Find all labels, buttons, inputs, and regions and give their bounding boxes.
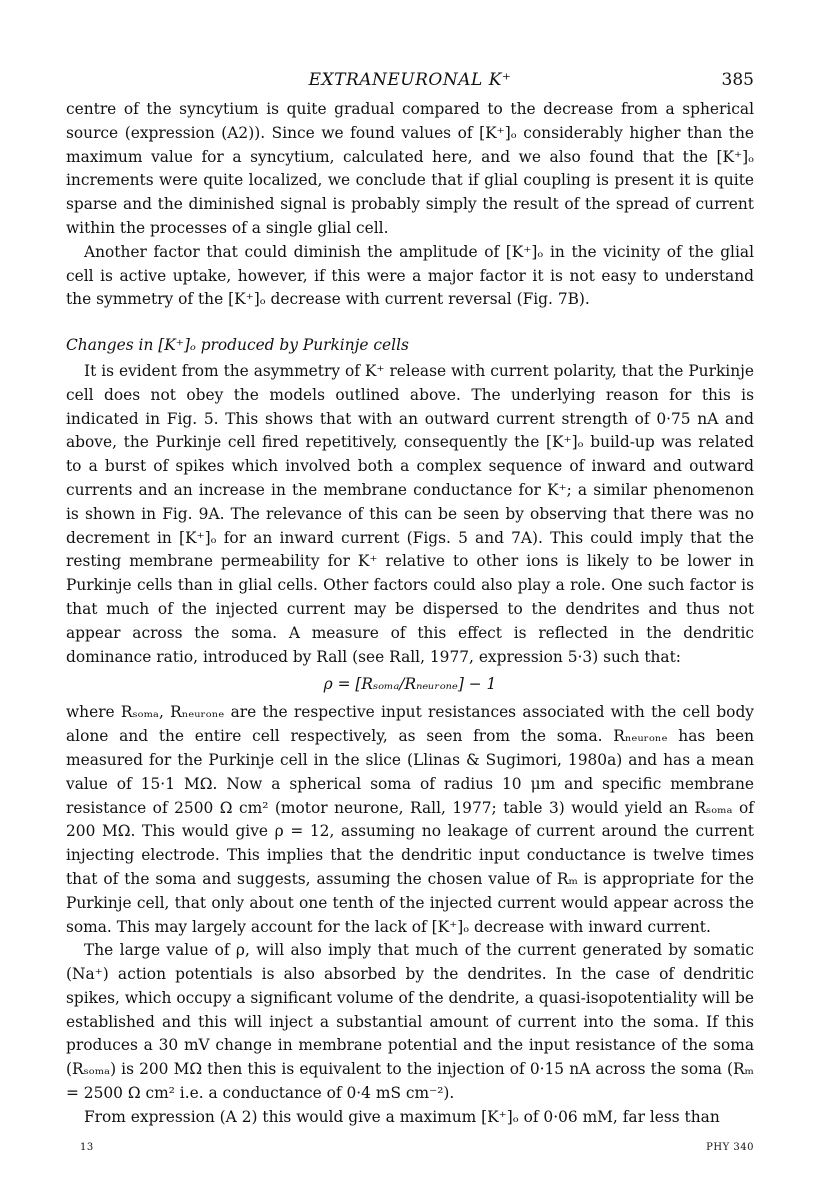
signature-mark: 13 [80,1142,94,1153]
running-title: EXTRANEURONAL K⁺ [308,70,512,90]
page-number: 385 [721,70,754,90]
section-heading: Changes in [K⁺]ₒ produced by Purkinje cells [66,336,409,355]
journal-mark: PHY 340 [706,1142,754,1153]
page-body [66,70,754,1130]
paragraph-1: centre of the syncytium is quite gradual compared to the decrease from a spherical source (expression (A2)). Since we found values of [K⁺]ₒ considerably higher than the maximum value for a syncytium, calculated here, and we also found that the [K⁺]ₒ increments were quite localized, we conclude that if glial coupling is present it is quite sparse and the diminished signal is probably simply the result of the spread of current within the processes of a single glial cell. [66,100,754,237]
paragraph-2: Another factor that could diminish the amplitude of [K⁺]ₒ in the vicinity of the glial cell is active uptake, however, if this were a major factor it is not easy to understand the symmetry of the [K⁺]ₒ decrease with current reversal (Fig. 7B). [66,242,754,309]
page-footer [66,1142,754,1156]
equation-dendritic-dominance: ρ = [Rₛₒₘₐ/Rₙₑᵤᵣₒₙₑ] − 1 [323,675,497,694]
paragraph-3: It is evident from the asymmetry of K⁺ release with current polarity, that the Purkinje cell does not obey the models outlined above. The underlying reason for this is indicated in Fig. 5. This shows that with an outward current strength of 0·75 nA and above, the Purkinje cell fired repetitively, consequently the [K⁺]ₒ build-up was related to a burst of spikes which involved both a complex sequence of inward and outward currents and an increase in the membrane conductance for K⁺; a similar phenomenon is shown in Fig. 9A. The relevance of this can be seen by observing that there was no decrement in [K⁺]ₒ for an inward current (Figs. 5 and 7A). This could imply that the resting membrane permeability for K⁺ relative to other ions is likely to be lower in Purkinje cells than in glial cells. Other factors could also play a role. One such factor is that much of the injected current may be dispersed to the dendrites and thus not appear across the soma. A measure of this effect is reflected in the dendritic dominance ratio, introduced by Rall (see Rall, 1977, expression 5·3) such that: [66,361,754,666]
running-header [66,70,754,98]
paragraph-5: The large value of ρ, will also imply that much of the current generated by somatic (Na⁺) action potentials is also absorbed by the dendrites. In the case of dendritic spikes, which occupy a significant volume of the dendrite, a quasi-isopotentiality will be established and this will inject a substantial amount of current into the soma. If this produces a 30 mV change in membrane potential and the input resistance of the soma (Rₛₒₘₐ) is 200 MΩ then this is equivalent to the injection of 0·15 nA across the soma (Rₘ = 2500 Ω cm² i.e. a conductance of 0·4 mS cm⁻²). [66,941,754,1103]
paragraph-4: where Rₛₒₘₐ, Rₙₑᵤᵣₒₙₑ are the respective input resistances associated with the cell body alone and the entire cell respectively, as seen from the soma. Rₙₑᵤᵣₒₙₑ has been measured for the Purkinje cell in the slice (Llinas & Sugimori, 1980a) and has a mean value of 15·1 MΩ. Now a spherical soma of radius 10 μm and specific membrane resistance of 2500 Ω cm² (motor neurone, Rall, 1977; table 3) would yield an Rₛₒₘₐ of 200 MΩ. This would give ρ = 12, assuming no leakage of current around the current injecting electrode. This implies that the dendritic input conductance is twelve times that of the soma and suggests, assuming the chosen value of Rₘ is appropriate for the Purkinje cell, that only about one tenth of the injected current would appear across the soma. This may largely account for the lack of [K⁺]ₒ decrease with inward current. [66,703,754,936]
paragraph-6: From expression (A 2) this would give a maximum [K⁺]ₒ of 0·06 mM, far less than [84,1107,720,1126]
